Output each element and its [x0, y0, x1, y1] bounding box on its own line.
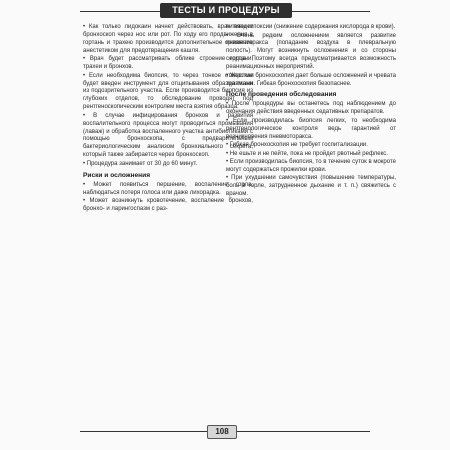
- after-paragraph-2: • Если производилась биопсия легких, то необходима рентгенологическое контроля ведь гарантией от возникновения пневмоторакса.: [226, 117, 396, 140]
- left-paragraph-2: • Врач будет рассматривать облике строение гортани, трахеи и бронхов.: [83, 56, 253, 71]
- right-paragraph-1: витием гипоксии (снижение содержания кислорода в крови).: [226, 24, 396, 30]
- risks-paragraph-2: • Может возникнуть кровотечение, воспаление бронхов, бронхо- и ларингоспазм с раз-: [83, 198, 253, 212]
- after-paragraph-4: • Не ешьте и не пейте, пока не пройдет рвотный рефлекс.: [226, 150, 388, 157]
- after-paragraph-1: • После процедуры вы останетесь под наблюдением до окончания действия введенных седативных препаратов.: [226, 101, 396, 116]
- risks-paragraph-1: • Может появиться першение, воспаление горла, наблюдаться потеря голоса или даже лихорадка.: [83, 181, 253, 196]
- right-paragraph-3: • Жесткая бронхоскопия дает больше осложнений и чревата травмами. Гибкая бронхоскопия безопаснее.: [226, 72, 396, 87]
- left-paragraph-4: • В случае инфицирования бронхов и развития воспалительного процесса могут проводиться промывания (лаваж) и обработка воспаленного участка антибиотиками с помощью бронхоскопа, с предварительным бактериологическим анализом бронхиального секрета, который также забирается через бронхоскоп.: [83, 112, 253, 159]
- left-paragraph-3: • Если необходима биопсия, то через тонкое отверстие будет введен инструмент для отщипывания образца ткани из подозрительного участка. Если производится биопсия из глубоких отделов, то обследование проводят под рентгеноскопическим контролем места взятия образца.: [83, 72, 253, 111]
- after-paragraph-6: • При ухудшении самочувствия (повышение температуры, боль в горле, затрудненное дыхание и т. п.) свяжитесь с врачом.: [226, 175, 396, 198]
- risks-heading: Риски и осложнения: [83, 171, 151, 179]
- left-paragraph-1: • Как только лидокаин начнет действовать, врач введет бронхоскоп через нос или рот. По ходу его продвижения в гортань и трахею производится дополнительное орошение анестетиком для предотвращения кашля.: [83, 24, 253, 54]
- page-number: 108: [207, 425, 237, 439]
- left-paragraph-5: • Процедура занимает от 30 до 60 минут.: [83, 160, 198, 167]
- right-column: [226, 24, 396, 200]
- after-exam-heading: После проведения обследования: [226, 91, 337, 99]
- after-paragraph-5: • Если производилась биопсия, то в течение суток в мокроте могут содержаться прожилки крови.: [226, 159, 396, 173]
- after-paragraph-3: • Гибкая бронхоскопия не требует госпитализации.: [226, 142, 368, 149]
- section-header: ТЕСТЫ И ПРОЦЕДУРЫ: [160, 3, 292, 18]
- right-paragraph-2: • Очень редким осложнением является развитие пневмоторакса (попадание воздуха в плевральную полость). Могут возникнуть осложнения и со стороны сердца. Поэтому всегда предусматривается возможность реанимационных мероприятий.: [226, 32, 396, 71]
